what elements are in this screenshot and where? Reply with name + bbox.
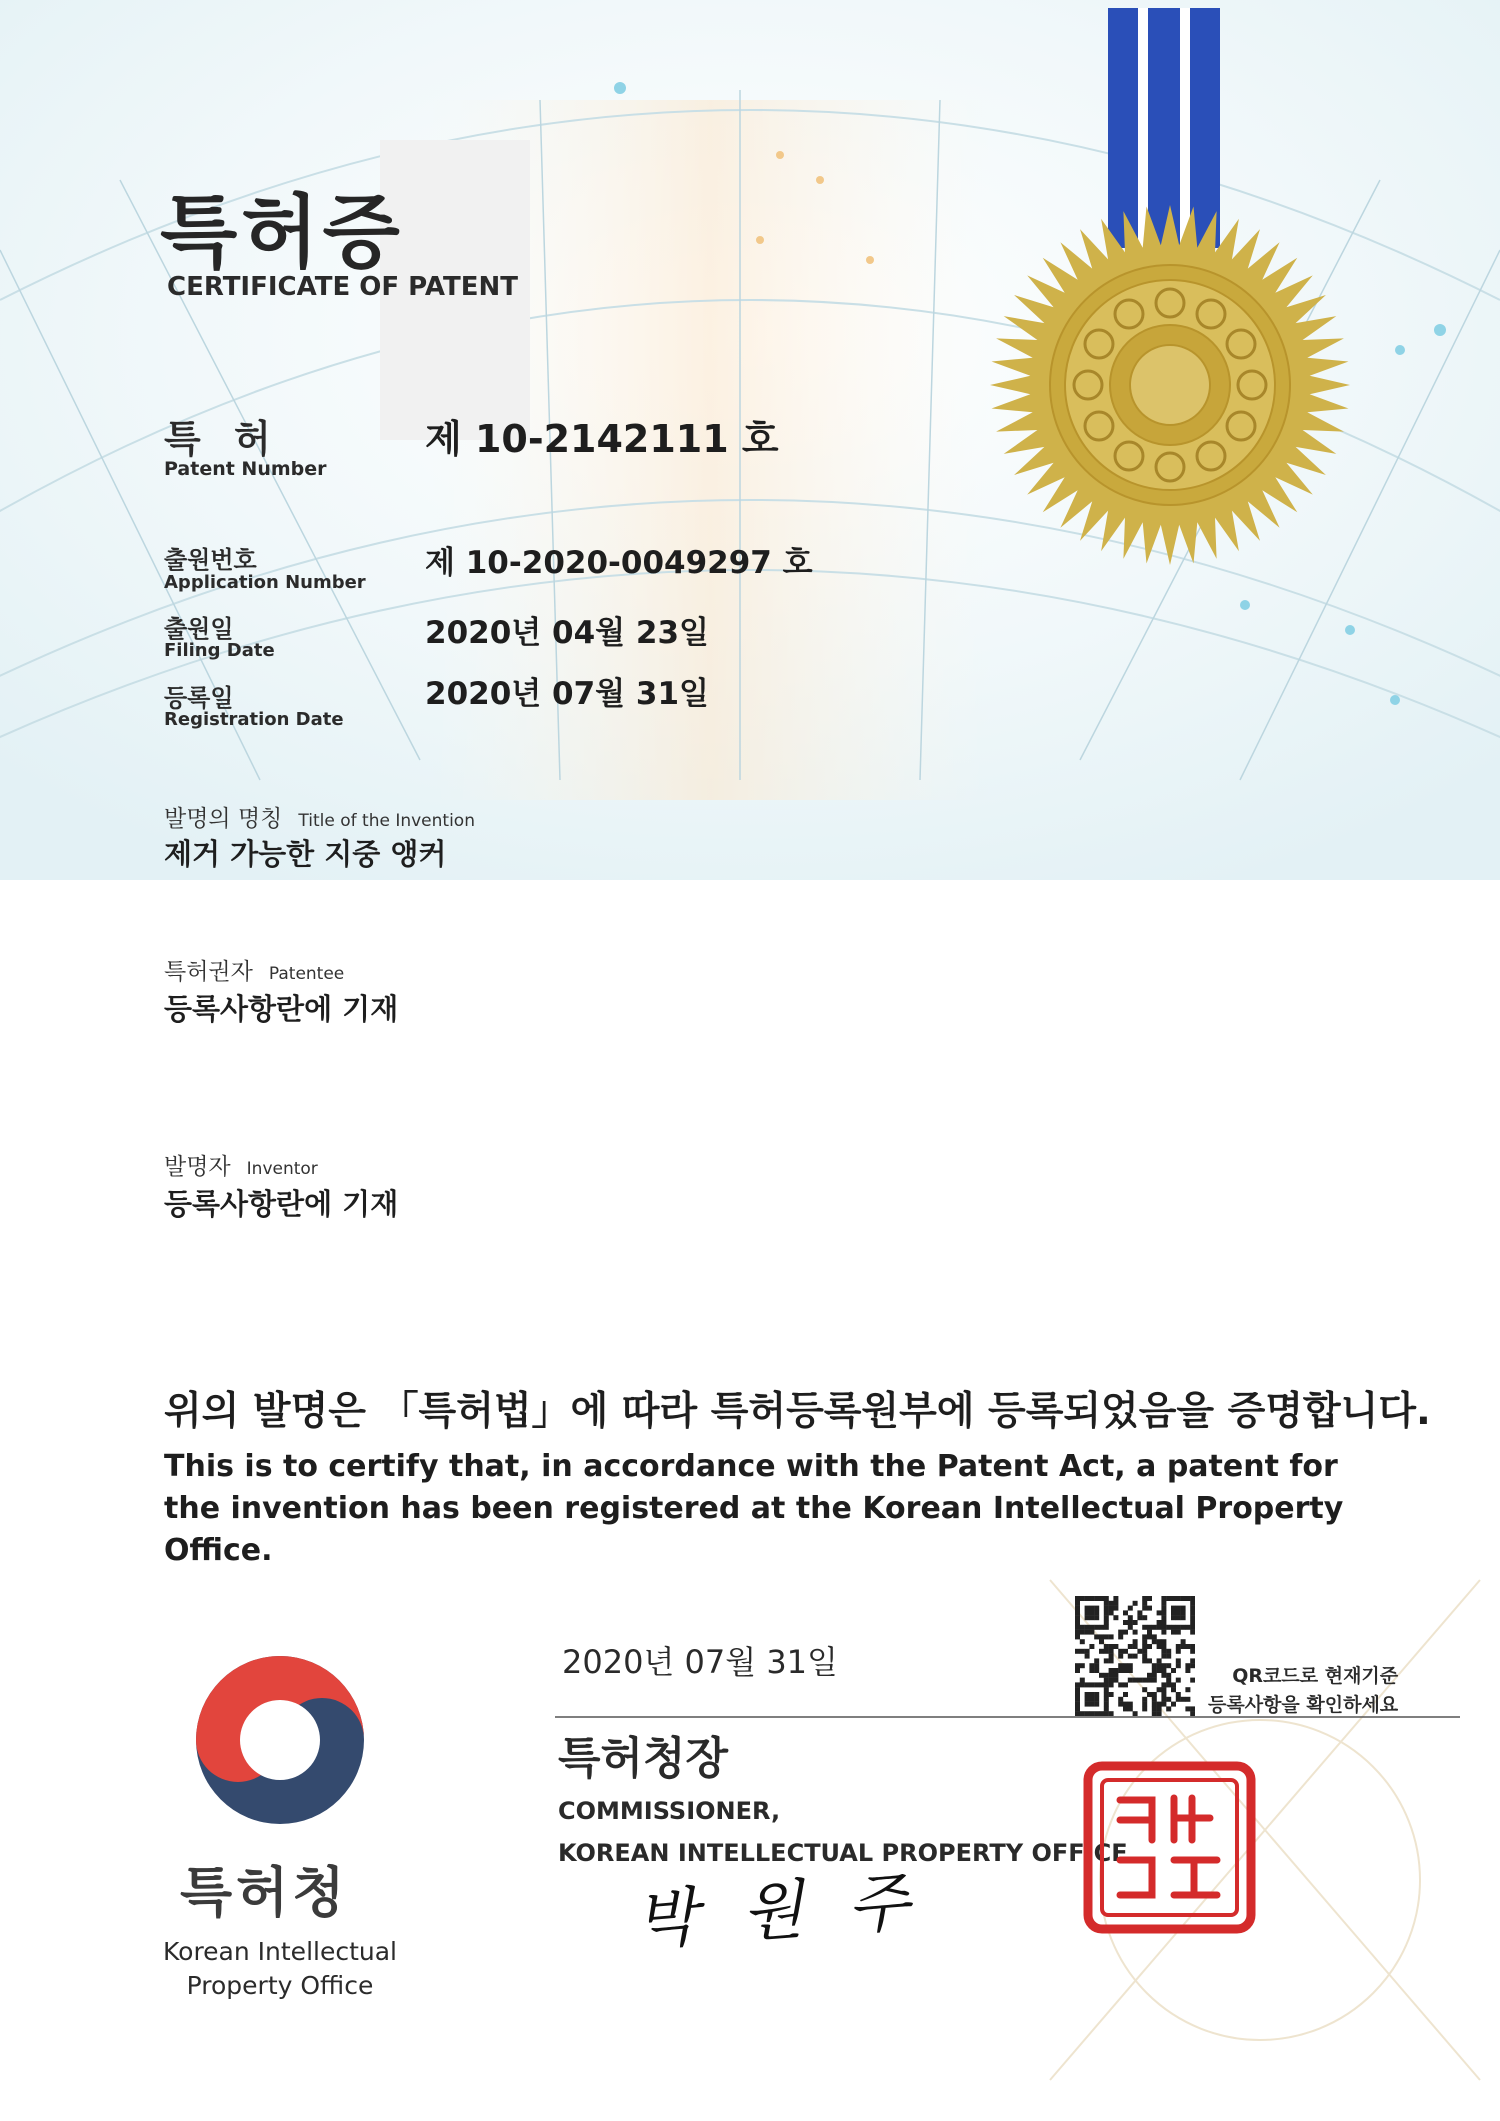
invention-title-label-ko: 발명의 명칭 xyxy=(164,806,283,832)
certification-text-en: This is to certify that, in accordance with the Patent Act, a patent for the invention has been registered at the Korean Intellectual Property Office. xyxy=(164,1449,1344,1568)
patent-number-label-en: Patent Number xyxy=(164,458,327,480)
patentee-label xyxy=(164,953,344,986)
patent-number-value: 제 10-2142111 호 xyxy=(425,417,779,461)
qr-note-line2: 등록사항을 확인하세요 xyxy=(1208,1694,1399,1716)
patentee-value: 등록사항란에 기재 xyxy=(164,992,399,1026)
invention-title-value: 제거 가능한 지중 앵커 xyxy=(164,837,447,871)
issue-date: 2020년 07월 31일 xyxy=(562,1643,838,1681)
commissioner-title-ko: 특허청장 xyxy=(558,1733,729,1784)
patentee-label-en: Patentee xyxy=(268,964,345,984)
qr-code-icon[interactable] xyxy=(1075,1596,1195,1716)
filing-date-value: 2020년 04월 23일 xyxy=(425,615,709,651)
qr-note-line1: QR코드로 현재기준 xyxy=(1232,1665,1399,1687)
application-number-label: 출원번호 xyxy=(164,546,257,574)
office-name-en: Korean Intellectual Property Office xyxy=(163,1937,397,2000)
gold-seal-icon xyxy=(985,200,1355,570)
registration-date-label-en: Registration Date xyxy=(164,709,344,730)
invention-title-label xyxy=(164,800,475,833)
certification-text-ko: 위의 발명은 「특허법」에 따라 특허등록원부에 등록되었음을 증명합니다. xyxy=(164,1389,1431,1434)
registration-date-value: 2020년 07월 31일 xyxy=(425,676,709,712)
patentee-label-ko: 특허권자 xyxy=(164,959,253,985)
commissioner-line1: COMMISSIONER, xyxy=(558,1797,781,1825)
invention-title-label-en: Title of the Invention xyxy=(298,811,475,831)
patent-number-label: 특 허 xyxy=(164,417,281,461)
inventor-label xyxy=(164,1148,318,1181)
official-seal-icon xyxy=(1082,1760,1257,1935)
kipo-logo-icon xyxy=(190,1650,370,1830)
inventor-label-en: Inventor xyxy=(246,1159,318,1179)
application-number-value: 제 10-2020-0049297 호 xyxy=(425,545,813,581)
office-name-ko: 특허청 xyxy=(180,1861,349,1924)
page-title: 특허증 xyxy=(160,186,404,279)
qr-note xyxy=(1208,1662,1398,1720)
inventor-label-ko: 발명자 xyxy=(164,1154,231,1180)
filing-date-label: 출원일 xyxy=(164,615,234,643)
application-number-label-en: Application Number xyxy=(164,572,366,593)
inventor-value: 등록사항란에 기재 xyxy=(164,1187,399,1221)
page-subtitle: CERTIFICATE OF PATENT xyxy=(167,272,518,302)
commissioner-line2: KOREAN INTELLECTUAL PROPERTY OFFICE xyxy=(558,1839,1128,1867)
registration-date-label: 등록일 xyxy=(164,684,234,712)
commissioner-signature: 박 원 주 xyxy=(633,1865,924,1959)
filing-date-label-en: Filing Date xyxy=(164,640,275,661)
